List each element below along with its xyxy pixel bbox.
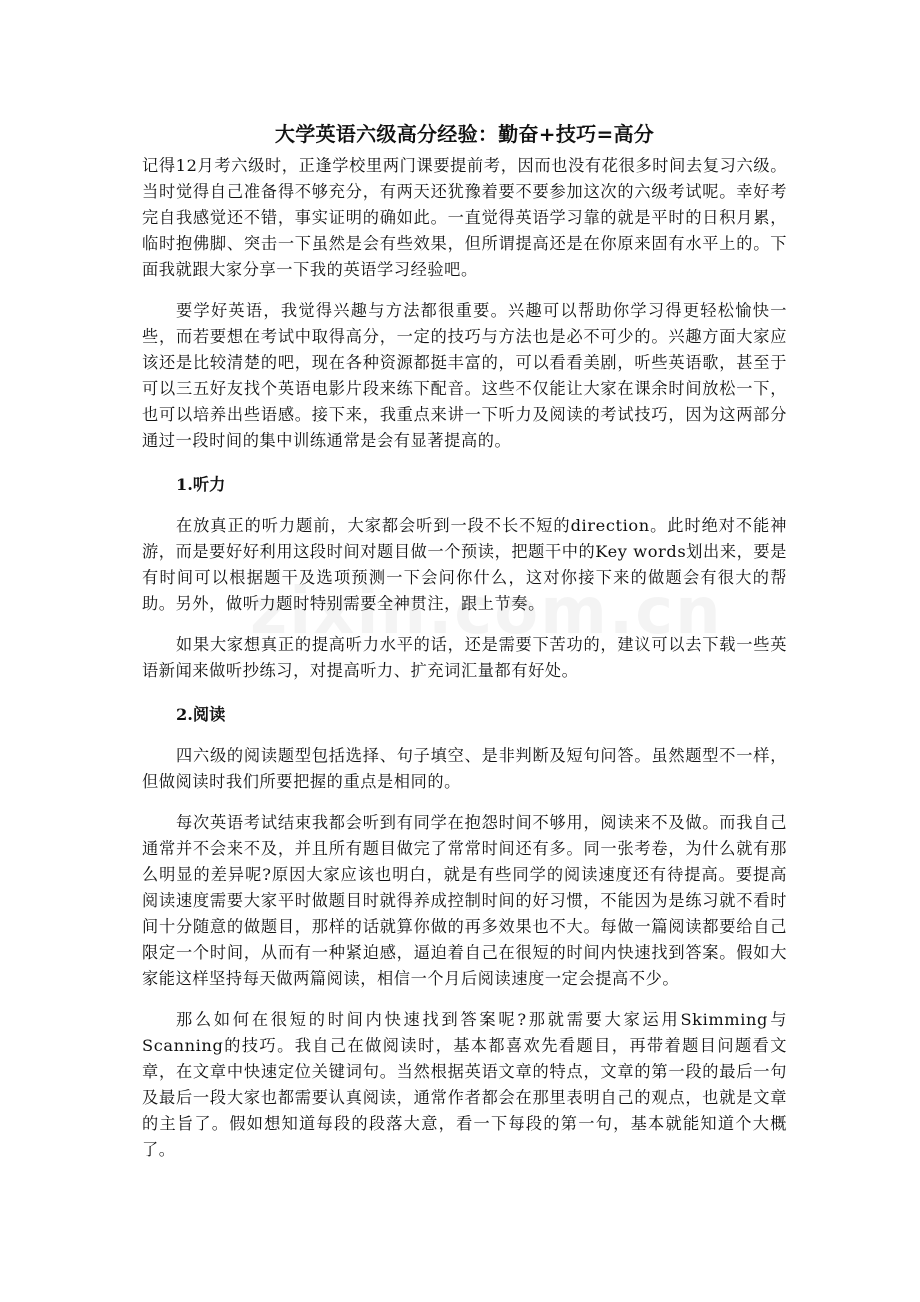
- section-heading-reading: 2.阅读: [176, 705, 226, 724]
- intro-paragraph-1: 记得12月考六级时，正逢学校里两门课要提前考，因而也没有花很多时间去复习六级。当时觉得自己准备得不够充分，有两天还犹豫着要不要参加这次的六级考试呢。幸好考完自我感觉还不错，事实证明的确如此。一直觉得英语学习靠的就是平时的日积月累，临时抱佛脚、突击一下虽然是会有些效果，但所谓提高还是在你原来固有水平上的。下面我就跟大家分享一下我的英语学习经验吧。: [142, 156, 787, 279]
- reading-paragraph-2: 每次英语考试结束我都会听到有同学在抱怨时间不够用，阅读来不及做。而我自己通常并不会来不及，并且所有题目做完了常常时间还有多。同一张考卷，为什么就有那么明显的差异呢?原因大家应该也明白，就是有些同学的阅读速度还有待提高。要提高阅读速度需要大家平时做题目时就得养成控制时间的好习惯，不能因为是练习就不看时间十分随意的做题目，那样的话就算你做的再多效果也不大。每做一篇阅读都要给自己限定一个时间，从而有一种紧迫感，逼迫着自己在很短的时间内快速找到答案。假如大家能这样坚持每天做两篇阅读，相信一个月后阅读速度一定会提高不少。: [142, 813, 787, 988]
- section-heading-listening: 1.听力: [176, 475, 226, 494]
- document-title: 大学英语六级高分经验：勤奋+技巧=高分: [274, 122, 655, 146]
- reading-paragraph-3: 那么如何在很短的时间内快速找到答案呢?那就需要大家运用Skimming与Scanning的技巧。我自己在做阅读时，基本都喜欢先看题目，再带着题目问题看文章，在文章中快速定位关键词句。当然根据英语文章的特点，文章的第一段的最后一句及最后一段大家也都需要认真阅读，通常作者都会在那里表明自己的观点，也就是文章的主旨了。假如想知道每段的段落大意，看一下每段的第一句，基本就能知道个大概了。: [142, 1010, 787, 1159]
- listening-paragraph-2: 如果大家想真正的提高听力水平的话，还是需要下苦功的，建议可以去下载一些英语新闻来做听抄练习，对提高听力、扩充词汇量都有好处。: [142, 635, 787, 680]
- listening-paragraph-1: 在放真正的听力题前，大家都会听到一段不长不短的direction。此时绝对不能神游，而是要好好利用这段时间对题目做一个预读，把题干中的Key words划出来，要是有时间可以根据题干及选项预测一下会问你什么，这对你接下来的做题会有很大的帮助。另外，做听力题时特别需要全神贯注，跟上节奏。: [142, 516, 787, 613]
- intro-paragraph-2: 要学好英语，我觉得兴趣与方法都很重要。兴趣可以帮助你学习得更轻松愉快一些，而若要想在考试中取得高分，一定的技巧与方法也是必不可少的。兴趣方面大家应该还是比较清楚的吧，现在各种资源都挺丰富的，可以看看美剧，听些英语歌，甚至于可以三五好友找个英语电影片段来练下配音。这些不仅能让大家在课余时间放松一下，也可以培养出些语感。接下来，我重点来讲一下听力及阅读的考试技巧，因为这两部分通过一段时间的集中训练通常是会有显著提高的。: [142, 301, 787, 450]
- reading-paragraph-1: 四六级的阅读题型包括选择、句子填空、是非判断及短句问答。虽然题型不一样，但做阅读时我们所要把握的重点是相同的。: [142, 746, 787, 791]
- document-page: [142, 118, 787, 1163]
